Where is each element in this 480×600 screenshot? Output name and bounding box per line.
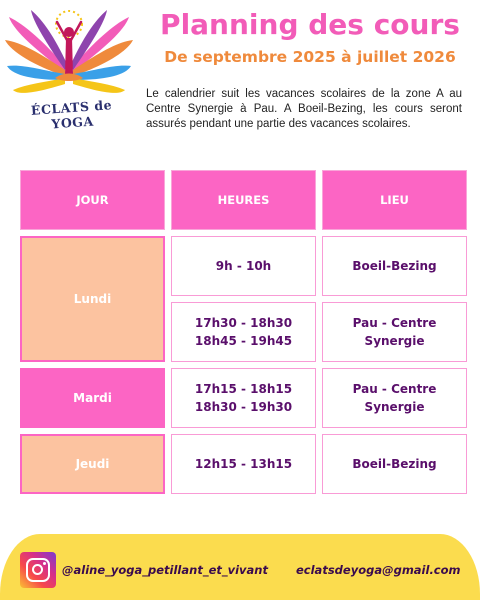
header-jour: JOUR (20, 170, 165, 230)
eclats-de-yoga-logo (4, 4, 134, 136)
place-mardi (322, 368, 467, 428)
day-mardi: Mardi (20, 368, 165, 428)
place-jeudi (322, 434, 467, 494)
hours-lundi-1 (171, 236, 316, 296)
place-line: Synergie (364, 400, 425, 414)
place-line: Boeil-Bezing (352, 457, 437, 471)
header-heures: HEURES (171, 170, 316, 230)
hours-line: 17h15 - 18h15 (194, 382, 293, 396)
hours-line: 9h - 10h (215, 259, 272, 273)
hours-jeudi (171, 434, 316, 494)
hours-line: 18h30 - 19h30 (194, 400, 293, 414)
hours-mardi (171, 368, 316, 428)
page-subtitle: De septembre 2025 à juillet 2026 (164, 48, 456, 66)
hours-line: 12h15 - 13h15 (194, 457, 293, 471)
day-jeudi: Jeudi (20, 434, 165, 494)
instagram-handle-link[interactable]: @aline_yoga_petillant_et_vivant (62, 563, 268, 577)
hours-lundi-2 (171, 302, 316, 362)
place-line: Boeil-Bezing (352, 259, 437, 273)
intro-paragraph: Le calendrier suit les vacances scolaires de la zone A au Centre Synergie à Pau. A Boeil-Bezing, les cours seront assurés pendant une partie des vacances scolaires. (146, 88, 462, 130)
place-lundi-1 (322, 236, 467, 296)
place-line: Pau - Centre (352, 316, 437, 330)
header-lieu: LIEU (322, 170, 467, 230)
hours-line: 17h30 - 18h30 (194, 316, 293, 330)
hours-line: 18h45 - 19h45 (194, 334, 293, 348)
place-lundi-2 (322, 302, 467, 362)
email-link[interactable]: eclatsdeyoga@gmail.com (296, 563, 461, 577)
day-lundi: Lundi (20, 236, 165, 362)
logo-text: ÉCLATS de YOGA (30, 97, 113, 132)
place-line: Pau - Centre (352, 382, 437, 396)
place-line: Synergie (364, 334, 425, 348)
instagram-icon[interactable] (20, 552, 56, 588)
page-title: Planning des cours (160, 8, 460, 41)
